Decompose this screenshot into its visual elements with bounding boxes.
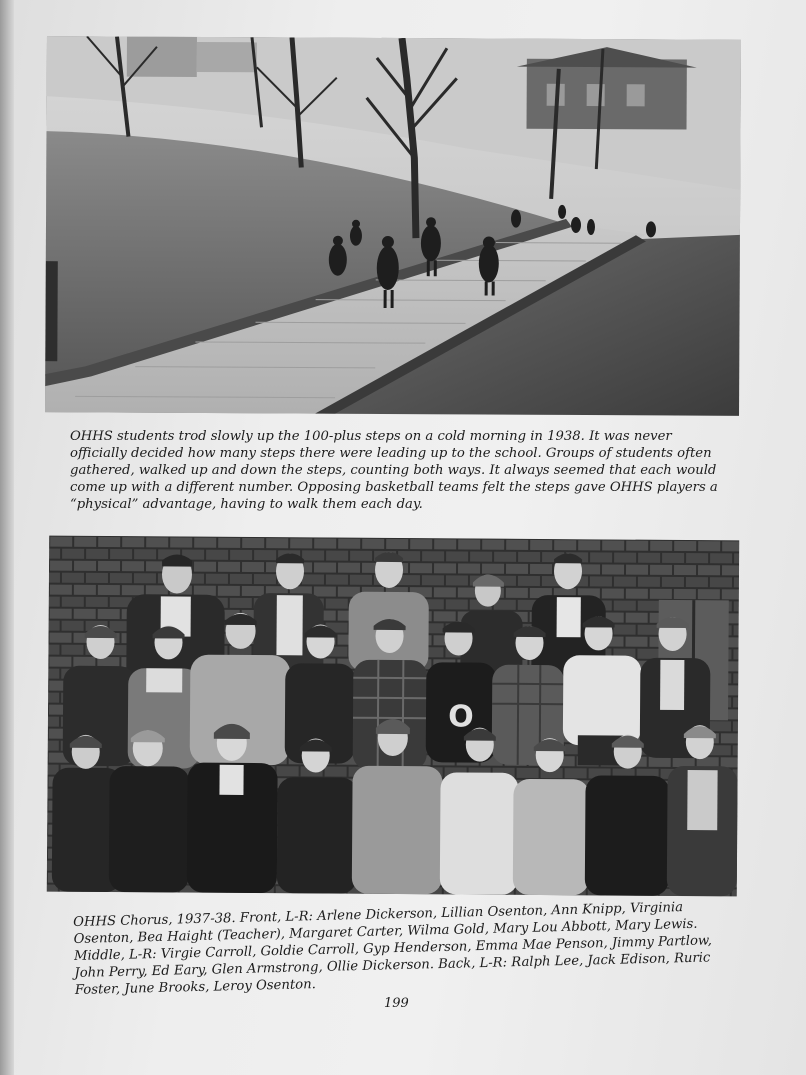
steps-photo-caption: OHHS students trod slowly up the 100-plus steps on a cold morning in 1938. It was never officially decided how many steps there were leading up to the school. Groups of students often gathered, walked up and down the steps, counting both ways. It always seemed that each would come up with a different number. Opposing basketball teams felt the steps gave OHHS players a “physical” advantage, having to walk them each day.: [70, 429, 718, 512]
chorus-photo-caption: OHHS Chorus, 1937-38. Front, L-R: Arlene Dickerson, Lillian Osenton, Ann Knipp, Virginia Osenton, Bea Haight (Teacher), Margaret Carter, Wilma Gold, Mary Lou Abbott, Mary Lewis. Middle, L-R: Virgie Carroll, Goldie Carroll, Gyp Henderson, Emma Mae Penson, Jimmy Partlow, John Perry, Ed Eary, Glen Armstrong, Ollie Dickerson. Back, L-R: Ralph Lee, Jack Edison, Ruric Foster, June Brooks, Leroy Osenton.: [73, 900, 713, 998]
page-binding-shadow: [0, 0, 14, 1075]
front-row: [52, 717, 738, 897]
chorus-photo: [47, 536, 739, 897]
jersey-letter: O: [448, 699, 474, 735]
steps-photo: [45, 36, 741, 416]
page-number: 199: [384, 996, 409, 1011]
